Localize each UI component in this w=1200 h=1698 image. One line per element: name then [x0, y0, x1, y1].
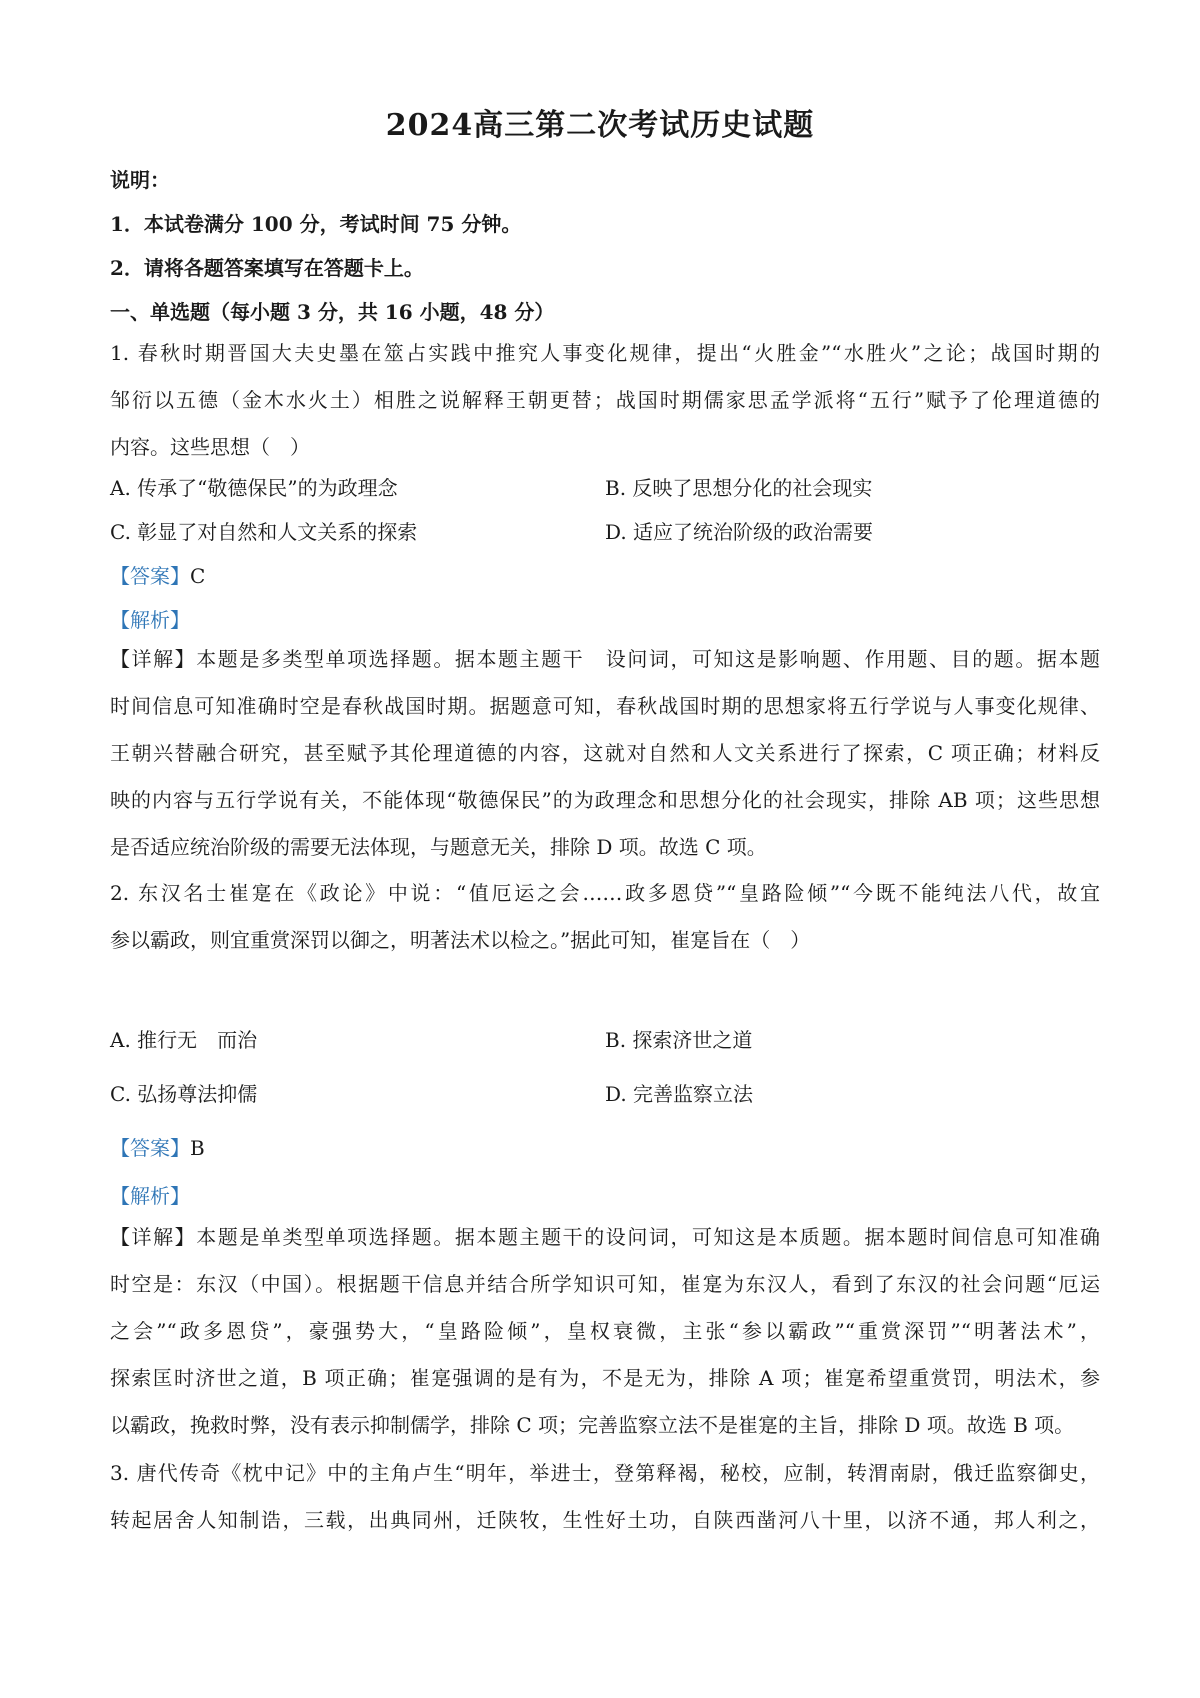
question-1-option-b: B. 反映了思想分化的社会现实 — [605, 476, 873, 500]
question-2-stem-line: 参以霸政，则宜重赏深罚以御之，明著法术以检之。”据此可知，崔寔旨在（ ） — [110, 928, 811, 952]
answer-tag: 【答案】 — [110, 564, 190, 588]
question-3-stem — [110, 1450, 1100, 1544]
question-1-option-a: A. 传承了“敬德保民”的为政理念 — [110, 476, 398, 500]
question-3-stem-line: 3. 唐代传奇《枕中记》中的主角卢生“明年，举进士，登第释褐，秘校，应制，转渭南尉，俄迁监察御史， — [110, 1461, 1100, 1485]
question-2-detail-line: 探索匡时济世之道，B 项正确；崔寔强调的是有为，不是无为，排除 A 项；崔寔希望重赏罚，明法术，参 — [110, 1366, 1100, 1390]
question-1-detail-line: 王朝兴替融合研究，甚至赋予其伦理道德的内容，这就对自然和人文关系进行了探索，C 项正确；材料反 — [110, 741, 1100, 765]
question-1-option-d: D. 适应了统治阶级的政治需要 — [605, 520, 874, 544]
question-1-detail-line: 【详解】本题是多类型单项选择题。据本题主题干 设问词，可知这是影响题、作用题、目的题。据本题 — [110, 647, 1100, 671]
question-2-detail-line: 【详解】本题是单类型单项选择题。据本题主题干的设问词，可知这是本质题。据本题时间信息可知准确 — [110, 1225, 1100, 1249]
question-2-option-d: D. 完善监察立法 — [605, 1082, 754, 1106]
question-2-option-c: C. 弘扬尊法抑儒 — [110, 1082, 258, 1106]
question-1-analysis-tag: 【解析】 — [110, 608, 190, 632]
question-2-answer — [110, 1134, 1100, 1162]
question-1-detail-line: 是否适应统治阶级的需要无法体现，与题意无关，排除 D 项。故选 C 项。 — [110, 835, 767, 859]
question-1-option-c: C. 彰显了对自然和人文关系的探索 — [110, 520, 418, 544]
question-2-option-a: A. 推行无 而治 — [110, 1028, 258, 1052]
question-2-stem — [110, 870, 1100, 964]
answer-value: C — [190, 564, 206, 588]
question-1-detail-line: 时间信息可知准确时空是春秋战国时期。据题意可知，春秋战国时期的思想家将五行学说与人事变化规律、 — [110, 694, 1100, 718]
answer-value: B — [190, 1136, 205, 1160]
question-2-option-b: B. 探索济世之道 — [605, 1028, 753, 1052]
section-heading: 一、单选题（每小题 3 分，共 16 小题，48 分） — [110, 300, 555, 324]
notes-item-1: 1．本试卷满分 100 分，考试时间 75 分钟。 — [110, 212, 522, 236]
question-2-stem-line: 2. 东汉名士崔寔在《政论》中说：“值厄运之会……政多恩贷”“皇路险倾”“今既不能纯法八代，故宜 — [110, 881, 1100, 905]
question-2-analysis-tag: 【解析】 — [110, 1184, 190, 1208]
question-3-stem-line: 转起居舍人知制诰，三载，出典同州，迁陕牧，生性好土功，自陕西凿河八十里，以济不通，邦人利之， — [110, 1508, 1100, 1532]
question-2-detail — [110, 1214, 1100, 1449]
question-1-detail — [110, 636, 1100, 871]
question-1-answer — [110, 562, 1100, 590]
question-2-detail-line: 时空是：东汉（中国）。根据题干信息并结合所学知识可知，崔寔为东汉人，看到了东汉的社会问题“厄运 — [110, 1272, 1100, 1296]
question-1-stem-line: 邹衍以五德（金木水火土）相胜之说解释王朝更替；战国时期儒家思孟学派将“五行”赋予了伦理道德的 — [110, 388, 1100, 412]
question-1-detail-line: 映的内容与五行学说有关，不能体现“敬德保民”的为政理念和思想分化的社会现实，排除 AB 项；这些思想 — [110, 788, 1100, 812]
question-1-stem-line: 内容。这些思想（ ） — [110, 435, 310, 459]
notes-item-2: 2．请将各题答案填写在答题卡上。 — [110, 256, 424, 280]
question-2-detail-line: 之会”“政多恩贷”，豪强势大，“皇路险倾”，皇权衰微，主张“参以霸政”“重赏深罚”“明著法术”， — [110, 1319, 1100, 1343]
question-1-stem — [110, 330, 1100, 471]
page-title: 2024高三第二次考试历史试题 — [385, 108, 815, 143]
answer-tag: 【答案】 — [110, 1136, 190, 1160]
question-1-stem-line: 1. 春秋时期晋国大夫史墨在筮占实践中推究人事变化规律，提出“火胜金”“水胜火”之论；战国时期的 — [110, 341, 1100, 365]
question-2-detail-line: 以霸政，挽救时弊，没有表示抑制儒学，排除 C 项；完善监察立法不是崔寔的主旨，排除 D 项。故选 B 项。 — [110, 1413, 1075, 1437]
notes-heading: 说明： — [110, 168, 170, 192]
